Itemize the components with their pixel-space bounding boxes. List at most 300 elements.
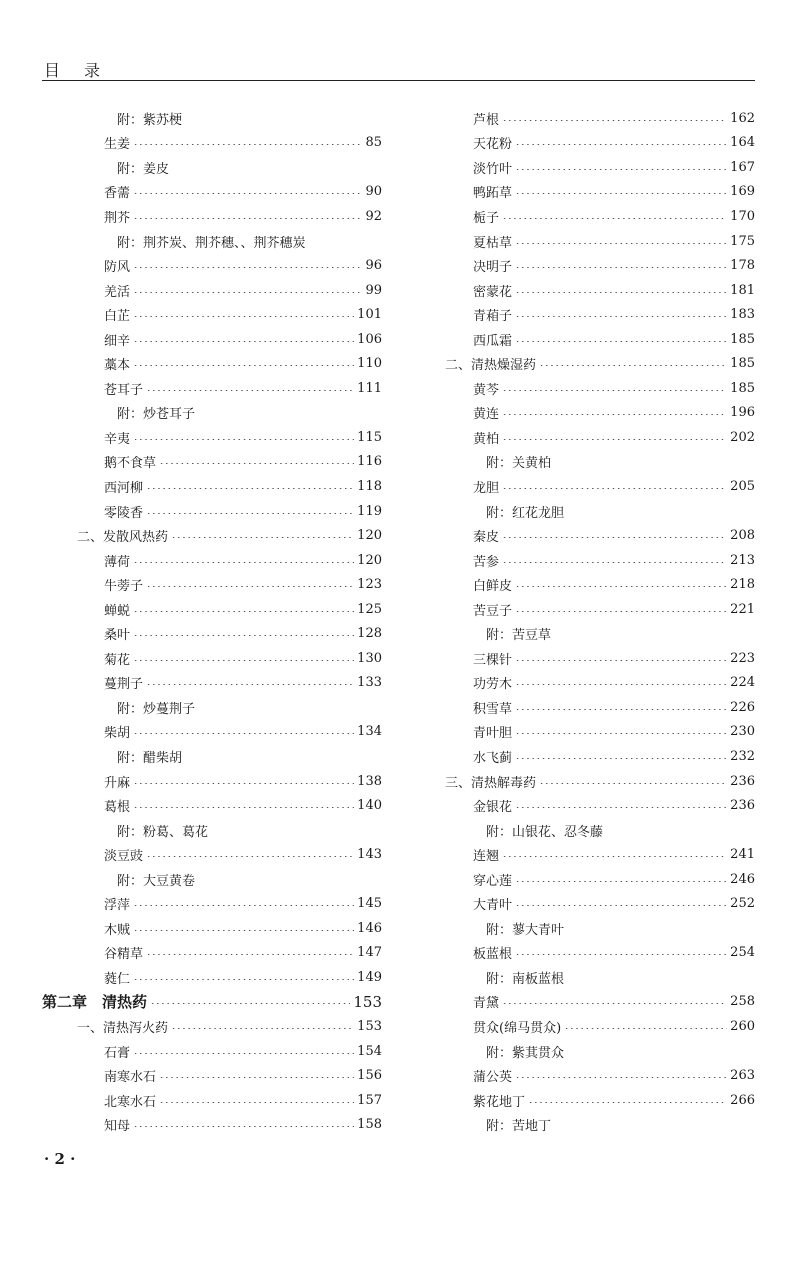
toc-entry-title: 决明子 [473,260,513,276]
toc-entry[interactable] [445,523,755,548]
toc-entry[interactable] [445,621,755,646]
toc-entry-title: 葛根 [104,800,131,816]
toc-entry[interactable] [445,892,755,917]
toc-entry-title: 苍耳子 [104,382,144,398]
toc-entry[interactable] [42,548,382,573]
toc-entry-title: 鹅不食草 [104,456,157,472]
toc-entry-page: 116 [357,454,382,470]
dot-leader [515,316,727,317]
toc-entry[interactable] [42,621,382,646]
toc-entry-page: 170 [730,208,755,224]
toc-entry-title: 金银花 [473,800,513,816]
toc-entry-title: 芦根 [473,112,500,128]
toc-entry-title: 薄荷 [104,554,131,570]
toc-entry-page: 125 [357,601,382,617]
toc-entry-page: 263 [730,1068,755,1084]
dot-leader [133,979,354,980]
toc-entry-title: 附：紫苏梗 [117,112,183,128]
dot-leader [133,439,354,440]
toc-entry-page: 241 [730,847,755,863]
dot-leader [515,684,727,685]
toc-entry-page: 99 [365,282,382,298]
toc-entry-page: 128 [357,626,382,642]
toc-entry[interactable] [445,401,755,426]
dot-leader [133,341,354,342]
toc-entry-page: 260 [730,1019,755,1034]
dot-leader [133,807,354,808]
dot-leader [150,1003,350,1004]
toc-entry-page: 96 [365,258,382,274]
toc-entry-page: 252 [730,896,755,912]
toc-entry-title: 二、发散风热药 [77,530,169,546]
toc-entry[interactable] [445,916,755,941]
toc-entry-title: 附：炒苍耳子 [117,407,196,423]
toc-entry-page: 143 [357,847,382,863]
toc-entry-title: 秦皮 [473,530,500,546]
dot-leader [502,537,727,538]
toc-entry-title: 附：关黄柏 [486,456,552,472]
toc-entry-title: 附：苦豆草 [486,628,552,644]
toc-entry-page: 123 [357,577,382,593]
toc-entry[interactable] [42,990,382,1015]
toc-entry[interactable] [445,597,755,622]
toc-entry[interactable] [445,548,755,573]
dot-leader [171,1028,354,1029]
toc-entry-page: 158 [357,1117,382,1133]
toc-entry-title: 附：山银花、忍冬藤 [486,824,604,840]
toc-entry-title: 板蓝根 [473,947,513,963]
toc-entry-title: 大青叶 [473,898,513,914]
toc-entry-title: 零陵香 [104,505,144,521]
dot-leader [515,758,727,759]
dot-leader [133,611,354,612]
toc-entry-page: 202 [730,429,755,445]
dot-leader [515,292,727,293]
toc-entry[interactable] [445,180,755,205]
toc-entry[interactable] [445,941,755,966]
toc-entry[interactable] [445,253,755,278]
toc-entry-page: 146 [357,920,382,936]
dot-leader [515,169,727,170]
toc-entry[interactable] [445,229,755,254]
dot-leader [515,881,727,882]
dot-leader [133,365,354,366]
toc-entry[interactable] [445,646,755,671]
toc-entry-page: 119 [357,503,382,519]
toc-entry[interactable] [42,597,382,622]
dot-leader [171,537,354,538]
toc-entry[interactable] [445,450,755,475]
toc-entry-title: 附：南板蓝根 [486,971,565,987]
toc-entry-title: 连翘 [473,849,500,865]
toc-entry[interactable] [445,1112,755,1137]
toc-entry[interactable] [445,695,755,720]
toc-entry-title: 苦豆子 [473,603,513,619]
header-title: 目录 [44,61,125,80]
toc-entry-page: 145 [357,896,382,912]
toc-entry[interactable] [445,106,755,131]
toc-entry[interactable] [445,744,755,769]
toc-entry[interactable] [42,572,382,597]
dot-leader [502,1003,727,1004]
toc-entry-page: 254 [730,945,755,961]
toc-entry-page: 213 [730,552,755,568]
toc-entry-page: 185 [730,356,755,372]
toc-column-left [42,106,382,1137]
toc-entry-title: 桑叶 [104,628,131,644]
toc-entry-title: 升麻 [104,775,131,791]
toc-entry[interactable] [42,450,382,475]
toc-entry-page: 223 [730,650,755,666]
toc-entry-page: 226 [730,699,755,715]
dot-leader [515,709,727,710]
toc-entry[interactable] [445,990,755,1015]
toc-entry-page: 115 [357,429,382,445]
toc-entry-title: 菊花 [104,652,131,668]
page-number: · 2 · [44,1150,76,1168]
dot-leader [539,783,727,784]
toc-entry[interactable] [445,720,755,745]
dot-leader [515,1077,727,1078]
toc-entry[interactable] [445,769,755,794]
toc-entry-page: 140 [357,798,382,814]
toc-entry-title: 三、清热解毒药 [445,775,537,791]
toc-entry-page: 154 [357,1043,382,1059]
toc-entry[interactable] [445,1088,755,1113]
toc-entry[interactable] [445,793,755,818]
toc-entry[interactable] [445,131,755,156]
dot-leader [502,120,727,121]
toc-entry-title: 蔓荆子 [104,677,144,693]
toc-entry[interactable] [42,425,382,450]
toc-entry[interactable] [445,302,755,327]
toc-entry[interactable] [42,204,382,229]
dot-leader [146,856,354,857]
toc-entry-title: 附：紫萁贯众 [486,1045,565,1061]
toc-entry-title: 藁本 [104,358,131,374]
toc-entry[interactable] [42,1039,382,1064]
toc-entry-page: 205 [730,478,755,494]
dot-leader [159,463,354,464]
toc-entry-title: 蒲公英 [473,1070,513,1086]
dot-leader [146,488,354,489]
dot-leader [502,218,727,219]
toc-entry-page: 183 [730,307,755,323]
toc-entry-page: 92 [365,208,382,224]
dot-leader [515,267,727,268]
toc-entry-title: 天花粉 [473,137,513,153]
toc-entry[interactable] [42,720,382,745]
toc-entry-page: 230 [730,724,755,740]
toc-entry-title: 附：姜皮 [117,161,170,177]
toc-entry-page: 120 [357,552,382,568]
dot-leader [502,390,727,391]
toc-entry-page: 106 [357,331,382,347]
toc-entry-title: 南寒水石 [104,1070,157,1086]
toc-entry-page: 236 [730,798,755,814]
dot-leader [502,439,727,440]
toc-entry-title: 柴胡 [104,726,131,742]
toc-entry[interactable] [42,376,382,401]
toc-entry[interactable] [445,155,755,180]
dot-leader [515,807,727,808]
toc-entry[interactable] [445,842,755,867]
toc-entry-title: 附：苦地丁 [486,1119,552,1135]
toc-entry-page: 185 [730,331,755,347]
toc-entry-title: 西河柳 [104,480,144,496]
toc-entry-page: 236 [730,773,755,789]
toc-entry-title: 细辛 [104,333,131,349]
toc-entry-title: 淡竹叶 [473,161,513,177]
toc-entry-title: 贯众(绵马贯众) [473,1021,562,1036]
toc-entry[interactable] [445,867,755,892]
toc-entry-page: 167 [730,159,755,175]
toc-entry-page: 153 [353,992,382,1011]
toc-entry-page: 178 [730,258,755,274]
dot-leader [133,193,362,194]
toc-entry-title: 附：醋柴胡 [117,750,183,766]
toc-entry-title: 三棵针 [473,652,513,668]
toc-entry[interactable] [42,671,382,696]
dot-leader [133,1126,354,1127]
toc-entry[interactable] [42,106,382,131]
dot-leader [502,562,727,563]
dot-leader [515,905,727,906]
toc-entry-title: 蕤仁 [104,971,131,987]
header-rule [42,80,755,81]
toc-entry-title: 西瓜霜 [473,333,513,349]
toc-entry[interactable] [42,695,382,720]
toc-entry-title: 牛蒡子 [104,579,144,595]
toc-entry[interactable] [42,180,382,205]
toc-entry-title: 附：大豆黄卷 [117,873,196,889]
toc-entry[interactable] [445,327,755,352]
toc-entry-page: 110 [357,356,382,372]
toc-entry-page: 181 [730,282,755,298]
dot-leader [515,954,727,955]
toc-entry[interactable] [42,1112,382,1137]
toc-entry[interactable] [445,572,755,597]
toc-entry-title: 龙胆 [473,480,500,496]
toc-entry-page: 196 [730,405,755,421]
toc-entry[interactable] [42,842,382,867]
toc-entry[interactable] [445,965,755,990]
toc-entry-title: 青叶胆 [473,726,513,742]
toc-entry-page: 232 [730,748,755,764]
toc-entry-title: 淡豆豉 [104,849,144,865]
dot-leader [539,365,727,366]
toc-entry-title: 木贼 [104,922,131,938]
dot-leader [146,513,354,514]
toc-entry[interactable] [42,351,382,376]
toc-entry[interactable] [42,523,382,548]
dot-leader [515,193,727,194]
toc-entry-page: 266 [730,1092,755,1108]
toc-entry-title: 浮萍 [104,898,131,914]
dot-leader [159,1102,354,1103]
dot-leader [133,635,354,636]
toc-entry-title: 功劳木 [473,677,513,693]
dot-leader [515,733,727,734]
toc-entry[interactable] [42,302,382,327]
toc-entry-title: 羌活 [104,284,131,300]
dot-leader [133,316,354,317]
toc-entry-title: 知母 [104,1119,131,1135]
toc-entry-title: 北寒水石 [104,1094,157,1110]
toc-entry-page: 147 [357,945,382,961]
toc-entry[interactable] [445,425,755,450]
toc-entry-page: 111 [357,380,382,396]
toc-entry-title: 密蒙花 [473,284,513,300]
dot-leader [528,1102,727,1103]
dot-leader [146,684,354,685]
toc-entry-title: 白芷 [104,309,131,325]
toc-entry-title: 辛夷 [104,431,131,447]
toc-entry[interactable] [42,1088,382,1113]
dot-leader [133,930,354,931]
toc-entry[interactable] [42,499,382,524]
toc-entry-title: 谷精草 [104,947,144,963]
toc-entry-title: 香薷 [104,186,131,202]
toc-entry-title: 附：粉葛、葛花 [117,824,209,840]
toc-entry-page: 149 [357,969,382,985]
toc-entry-title: 附：荆芥炭、荆芥穗、、荆芥穗炭 [117,235,306,251]
dot-leader [515,586,727,587]
toc-entry-page: 218 [730,577,755,593]
toc-entry[interactable] [42,892,382,917]
dot-leader [515,243,727,244]
toc-entry-page: 246 [730,871,755,887]
toc-entry-title: 蝉蜕 [104,603,131,619]
toc-entry[interactable] [42,646,382,671]
dot-leader [502,856,727,857]
toc-entry-page: 208 [730,528,755,544]
dot-leader [133,1053,354,1054]
toc-entry[interactable] [445,204,755,229]
toc-entry[interactable] [42,1063,382,1088]
toc-entry-title: 黄柏 [473,431,500,447]
toc-entry[interactable] [42,229,382,254]
toc-entry[interactable] [42,744,382,769]
toc-entry-page: 169 [730,184,755,200]
toc-entry-page: 224 [730,675,755,691]
toc-entry[interactable] [42,253,382,278]
toc-entry-page: 120 [357,528,382,544]
dot-leader [515,144,727,145]
toc-entry-title: 荆芥 [104,210,131,226]
toc-entry[interactable] [445,1014,755,1039]
toc-entry[interactable] [42,1014,382,1039]
toc-entry[interactable] [42,278,382,303]
dot-leader [502,414,727,415]
toc-entry-title: 夏枯草 [473,235,513,251]
toc-entry-title: 苦参 [473,554,500,570]
toc-entry-page: 175 [730,233,755,249]
toc-entry[interactable] [42,769,382,794]
toc-entry-title: 防风 [104,260,131,276]
toc-entry-title: 青葙子 [473,309,513,325]
toc-entry-page: 101 [357,307,382,323]
toc-entry-title: 生姜 [104,137,131,153]
toc-entry-page: 258 [730,994,755,1010]
dot-leader [146,586,354,587]
toc-entry-title: 白鲜皮 [473,579,513,595]
toc-entry[interactable] [42,916,382,941]
dot-leader [133,905,354,906]
toc-entry[interactable] [42,327,382,352]
toc-entry-page: 134 [357,724,382,740]
toc-entry-page: 185 [730,380,755,396]
toc-entry-title: 青黛 [473,996,500,1012]
toc-entry-page: 130 [357,650,382,666]
dot-leader [515,341,727,342]
toc-entry[interactable] [445,474,755,499]
toc-entry-title: 二、清热燥湿药 [445,358,537,374]
dot-leader [515,660,727,661]
toc-entry-title: 一、清热泻火药 [77,1021,169,1036]
toc-entry[interactable] [445,1039,755,1064]
toc-entry-page: 90 [365,184,382,200]
toc-entry-page: 153 [357,1019,382,1034]
toc-entry[interactable] [445,376,755,401]
toc-entry[interactable] [42,474,382,499]
toc-entry[interactable] [445,671,755,696]
toc-entry[interactable] [42,818,382,843]
toc-entry-title: 附：炒蔓荆子 [117,701,196,717]
toc-entry-title: 石膏 [104,1045,131,1061]
toc-entry-page: 156 [357,1068,382,1084]
toc-entry-title: 紫花地丁 [473,1094,526,1110]
toc-entry[interactable] [445,351,755,376]
dot-leader [133,218,362,219]
dot-leader [515,611,727,612]
toc-entry[interactable] [445,278,755,303]
toc-entry-page: 157 [357,1092,382,1108]
dot-leader [133,660,354,661]
toc-entry-title: 附：蓼大青叶 [486,922,565,938]
toc-entry-title: 水飞蓟 [473,750,513,766]
dot-leader [133,783,354,784]
toc-entry[interactable] [42,793,382,818]
toc-entry[interactable] [445,1063,755,1088]
toc-entry[interactable] [42,155,382,180]
toc-entry[interactable] [42,401,382,426]
dot-leader [133,733,354,734]
toc-entry[interactable] [42,965,382,990]
toc-entry-title: 穿心莲 [473,873,513,889]
toc-entry[interactable] [42,941,382,966]
toc-entry[interactable] [42,131,382,156]
dot-leader [564,1028,727,1029]
toc-entry-page: 221 [730,601,755,617]
toc-entry-page: 164 [730,135,755,151]
dot-leader [146,954,354,955]
dot-leader [133,562,354,563]
toc-entry-title: 黄连 [473,407,500,423]
toc-column-right [445,106,755,1137]
toc-entry[interactable] [42,867,382,892]
dot-leader [146,390,354,391]
toc-entry-page: 133 [357,675,382,691]
dot-leader [133,292,362,293]
toc-entry[interactable] [445,818,755,843]
dot-leader [133,144,362,145]
toc-entry-page: 85 [365,135,382,151]
running-header [42,58,755,81]
toc-entry[interactable] [445,499,755,524]
toc-entry-title: 黄芩 [473,382,500,398]
dot-leader [133,267,362,268]
